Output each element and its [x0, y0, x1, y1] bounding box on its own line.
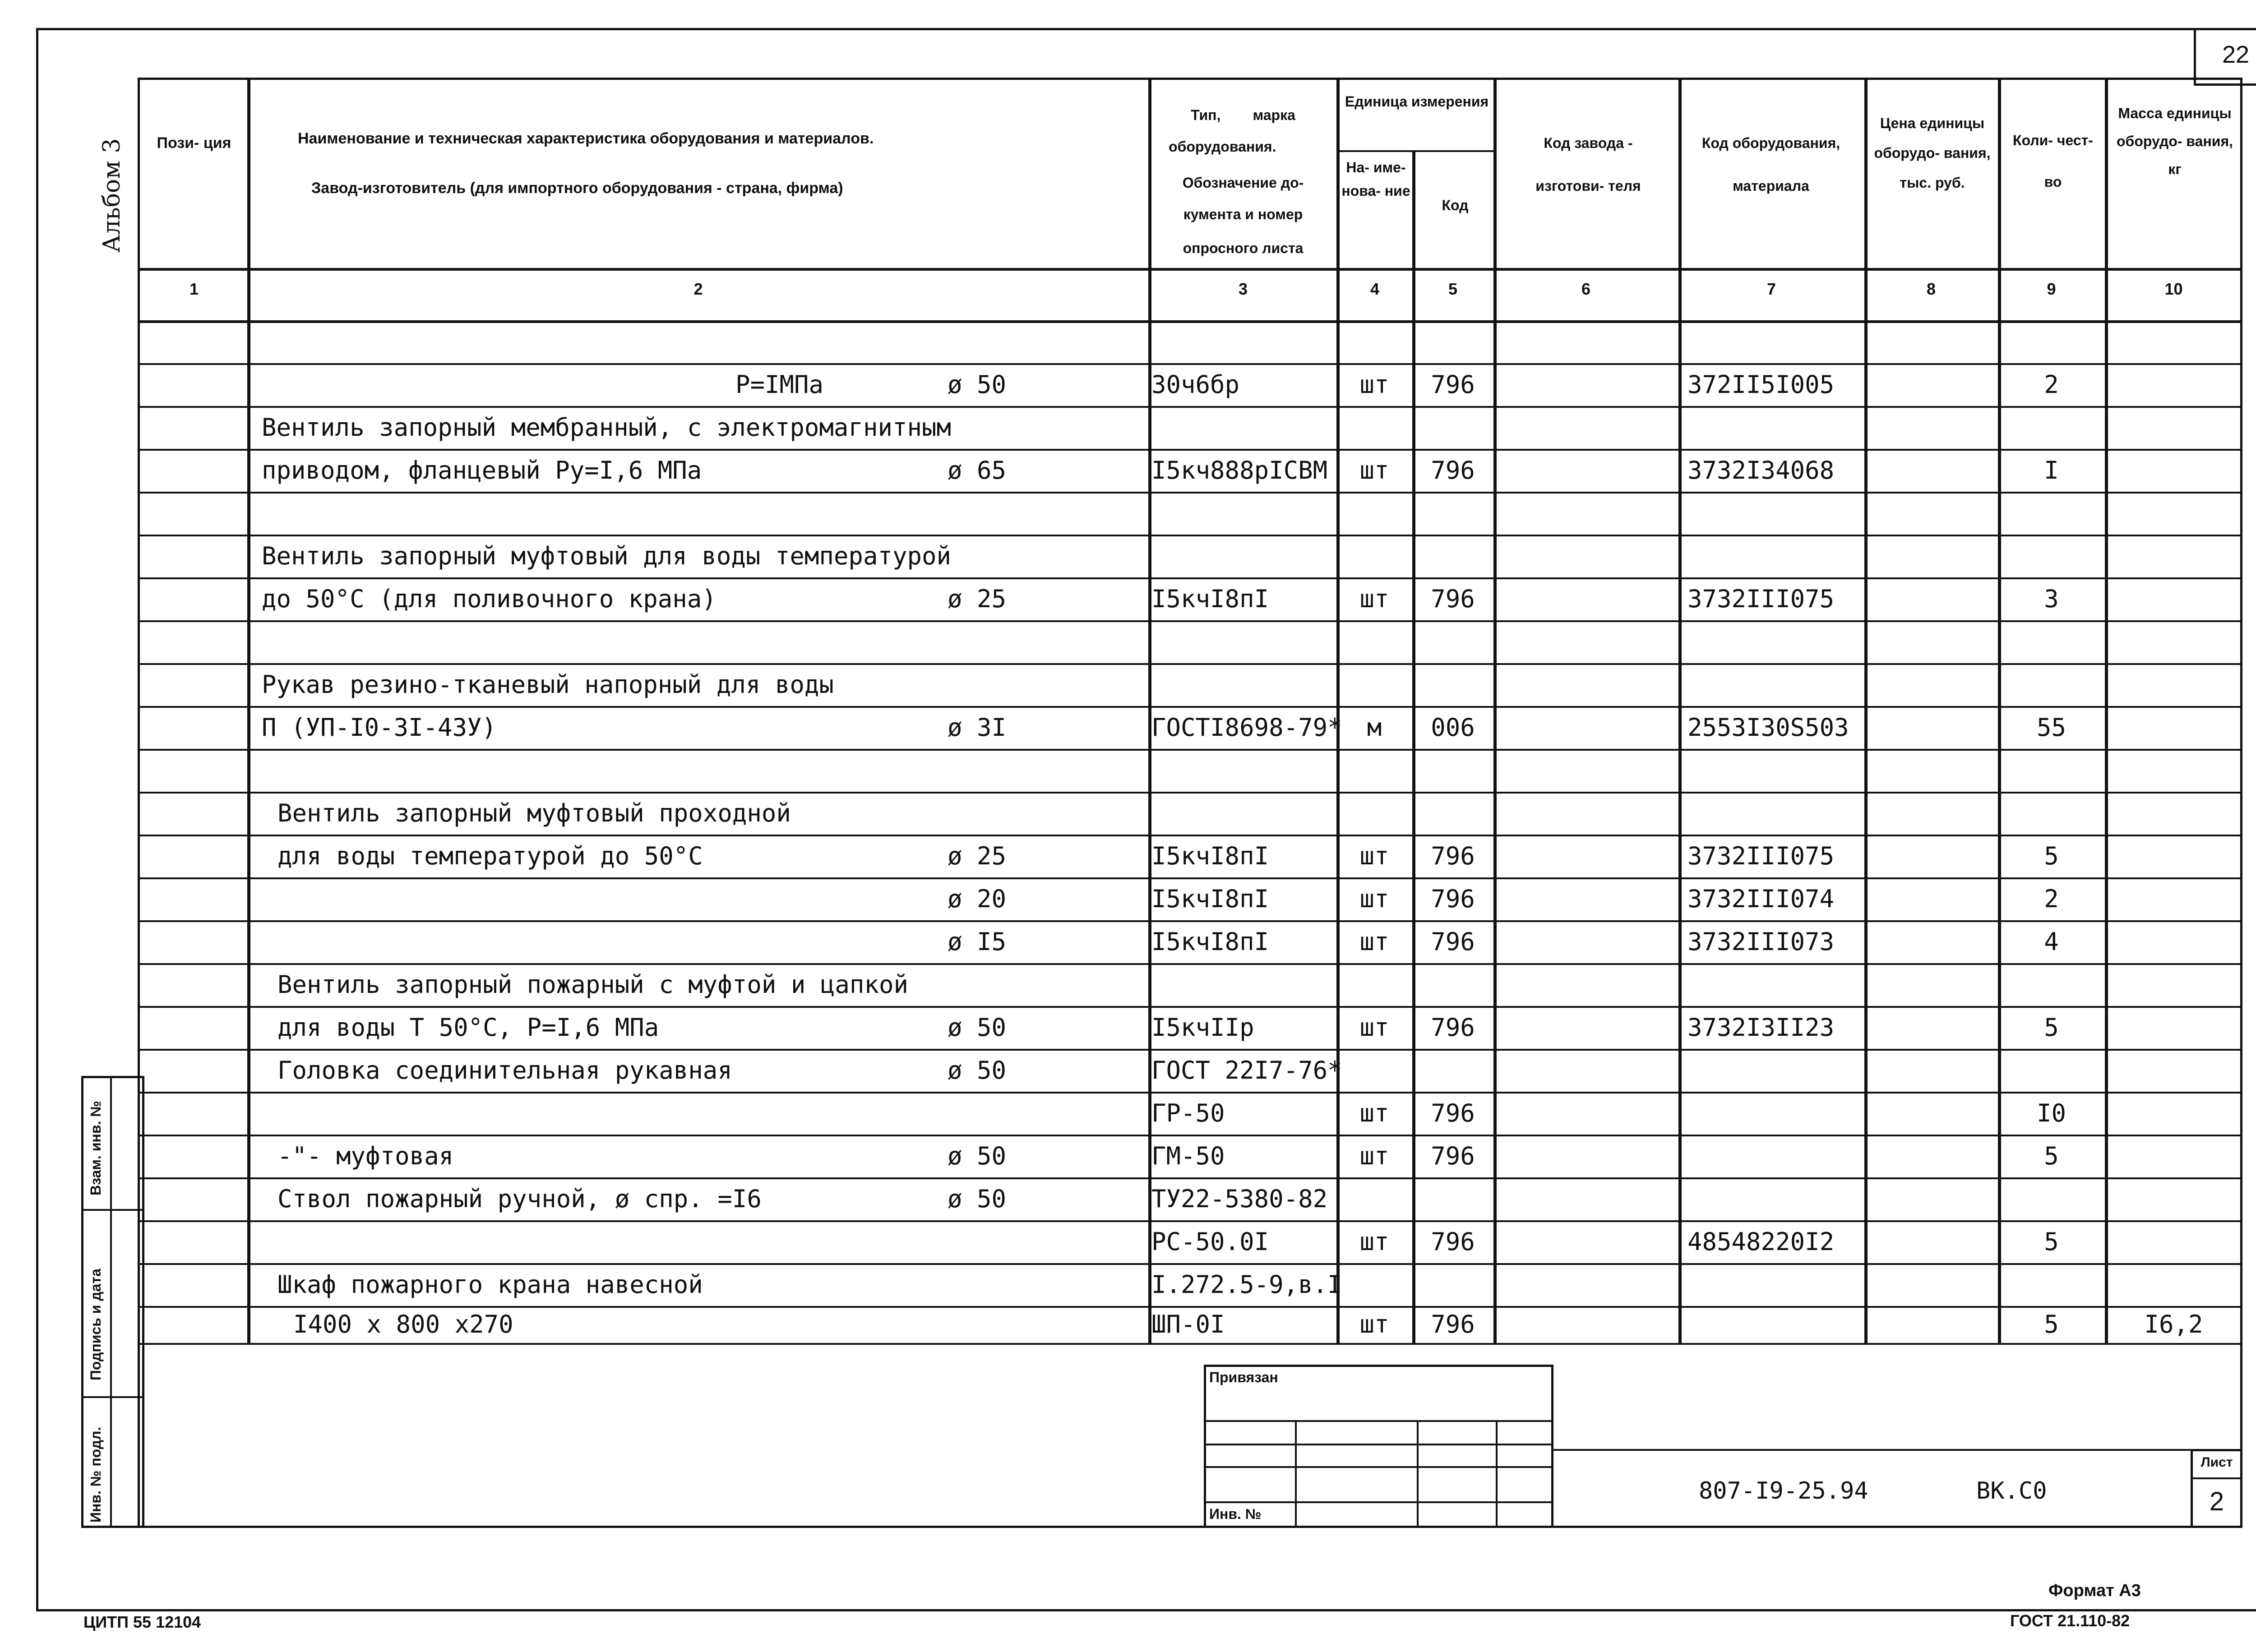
header-col8: Цена единицы оборудо- вания, тыс. руб. [1874, 115, 1991, 191]
header-col7: Код оборудования, материала [1701, 135, 1840, 194]
colnum-1: 1 [189, 280, 199, 298]
row-code: 796 [1431, 1098, 1475, 1127]
header-col2-line1: Наименование и техническая характеристика оборудования и материалов. [298, 130, 874, 147]
row-type: РС-50.0I [1151, 1227, 1269, 1256]
row-code: 796 [1431, 1310, 1475, 1338]
row-type: I5кчIIр [1151, 1013, 1254, 1042]
row-code: 796 [1431, 1141, 1475, 1170]
privyazan-box [1204, 1365, 1553, 1528]
row-quantity: 2 [2044, 884, 2059, 913]
side-stamp-podpis: Подпись и дата [88, 1269, 104, 1380]
gost-label: ГОСТ 21.110-82 [2010, 1611, 2130, 1630]
row-material-code: 3732III075 [1687, 841, 1835, 870]
row-type: I5кчI8пI [1151, 584, 1269, 613]
row-quantity: 5 [2044, 1013, 2059, 1042]
format-label: Формат А3 [2048, 1581, 2141, 1600]
row-type: I5кчI8пI [1151, 884, 1269, 913]
header-col1: Пози- ция [157, 134, 231, 152]
row-type: ГМ-50 [1151, 1141, 1225, 1170]
header-col3-l5: опросного листа [1183, 240, 1304, 256]
header-col3-l4: кумента и номер [1183, 206, 1303, 222]
row-unit: шт [1359, 584, 1389, 613]
row-dn: ø 50 [948, 1141, 1007, 1170]
row-material-code: 2553I30S503 [1687, 713, 1849, 742]
row-dn: ø 3I [948, 713, 1007, 742]
row-quantity: I [2044, 456, 2059, 485]
side-stamp-vzam: Взам. инв. № [88, 1101, 104, 1195]
row-dn: ø I5 [948, 927, 1007, 956]
row-code: 006 [1431, 713, 1475, 742]
row-code: 796 [1431, 1013, 1475, 1042]
header-col45-title: Единица измерения [1345, 93, 1489, 110]
row-type: I5кчI8пI [1151, 841, 1269, 870]
row-type: ГОСТ 22I7-76* [1151, 1056, 1342, 1084]
row-name: Р=IМПа [735, 370, 824, 399]
header-col4: На- име- нова- ние [1341, 159, 1410, 199]
header-col9: Коли- чест- во [2013, 132, 2093, 190]
footer-left-code: ЦИТП 55 12104 [83, 1613, 201, 1631]
row-name: I400 x 800 x270 [293, 1310, 513, 1338]
colnum-5: 5 [1448, 280, 1458, 298]
row-code: 796 [1431, 927, 1475, 956]
row-unit: шт [1359, 1013, 1389, 1042]
document-mark: ВК.С0 [1976, 1477, 2047, 1504]
inv-no-label: Инв. № [1209, 1506, 1262, 1522]
colnum-4: 4 [1370, 280, 1380, 298]
row-type: 30ч6бр [1151, 370, 1240, 399]
row-unit: шт [1359, 370, 1389, 399]
row-name: -"- муфтовая [277, 1141, 454, 1170]
row-name: Головка соединительная рукавная [277, 1056, 732, 1084]
row-material-code: 3732III075 [1687, 584, 1835, 613]
sheet-corner-number: 22 [2222, 41, 2250, 68]
row-quantity: 3 [2044, 584, 2059, 613]
row-name: Рукав резино-тканевый напорный для воды [262, 670, 834, 699]
row-name: Вентиль запорный муфтовый для воды температурой [262, 541, 952, 570]
header-col3-l3: Обозначение до- [1182, 175, 1304, 191]
row-code: 796 [1431, 370, 1475, 399]
row-name: П (УП-I0-3I-43У) [262, 713, 497, 742]
row-code: 796 [1431, 456, 1475, 485]
row-type: I5кч888рIСВМ [1151, 456, 1328, 485]
row-type: I.272.5-9,в.I [1151, 1270, 1342, 1299]
list-number: 2 [2209, 1487, 2224, 1516]
colnum-6: 6 [1581, 280, 1591, 298]
row-name: для воды Т 50°С, Р=I,6 МПа [277, 1013, 659, 1042]
row-material-code: 48548220I2 [1687, 1227, 1835, 1256]
row-dn: ø 65 [948, 456, 1007, 485]
row-unit: шт [1359, 841, 1389, 870]
row-dn: ø 25 [948, 584, 1007, 613]
row-name: Вентиль запорный пожарный с муфтой и цапкой [277, 970, 908, 999]
document-code: 807-I9-25.94 [1699, 1477, 1868, 1504]
header-col2-line2: Завод-изготовитель (для импортного оборудования - страна, фирма) [311, 180, 843, 197]
row-unit: шт [1359, 927, 1389, 956]
row-material-code: 372II5I005 [1687, 370, 1835, 399]
row-type: ГОСТI8698-79* [1151, 713, 1342, 742]
row-material-code: 3732III074 [1687, 884, 1835, 913]
row-dn: ø 50 [948, 370, 1007, 399]
list-label: Лист [2201, 1455, 2233, 1470]
row-quantity: 55 [2036, 713, 2066, 742]
header-col5: Код [1442, 197, 1469, 213]
row-name: Вентиль запорный мембранный, с электромагнитным [262, 413, 952, 442]
header-col6: Код завода - изготови- теля [1535, 135, 1641, 194]
row-code: 796 [1431, 1227, 1475, 1256]
row-quantity: 2 [2044, 370, 2059, 399]
side-stamp-inv: Инв. № подл. [88, 1426, 104, 1523]
row-quantity: 5 [2044, 841, 2059, 870]
row-type: ШП-0I [1151, 1310, 1225, 1338]
row-dn: ø 25 [948, 841, 1007, 870]
row-name: Шкаф пожарного крана навесной [277, 1270, 703, 1299]
colnum-3: 3 [1238, 280, 1248, 298]
row-type: ГР-50 [1151, 1098, 1225, 1127]
row-dn: ø 50 [948, 1184, 1007, 1213]
header-col3-l1: Тип, марка [1191, 107, 1295, 123]
row-name: Вентиль запорный муфтовый проходной [277, 798, 791, 827]
album-label: Альбом 3 [98, 138, 125, 253]
colnum-7: 7 [1766, 280, 1776, 298]
row-dn: ø 50 [948, 1013, 1007, 1042]
colnum-8: 8 [1926, 280, 1936, 298]
colnum-2: 2 [693, 280, 703, 298]
row-name: Ствол пожарный ручной, ø спр. =I6 [277, 1184, 762, 1213]
row-unit: шт [1359, 1310, 1389, 1338]
row-material-code: 3732I3II23 [1687, 1013, 1835, 1042]
header-col10: Масса единицы оборудо- вания, кг [2117, 105, 2233, 177]
row-material-code: 3732I34068 [1687, 456, 1835, 485]
row-material-code: 3732III073 [1687, 927, 1835, 956]
row-code: 796 [1431, 584, 1475, 613]
row-quantity: I0 [2036, 1098, 2066, 1127]
row-quantity: 5 [2044, 1310, 2059, 1338]
row-code: 796 [1431, 884, 1475, 913]
row-name: для воды температурой до 50°С [277, 841, 703, 870]
row-type: ТУ22-5380-82 [1151, 1184, 1328, 1213]
colnum-9: 9 [2047, 280, 2056, 298]
row-unit: шт [1359, 1141, 1389, 1170]
colnum-10: 10 [2164, 280, 2183, 298]
row-quantity: 5 [2044, 1227, 2059, 1256]
row-unit: м [1367, 713, 1382, 742]
row-type: I5кчI8пI [1151, 927, 1269, 956]
row-quantity: 4 [2044, 927, 2059, 956]
row-dn: ø 20 [948, 884, 1007, 913]
row-mass: I6,2 [2144, 1310, 2203, 1338]
header-col3-l2: оборудования. [1169, 138, 1276, 155]
privyazan-label: Привязан [1209, 1369, 1278, 1385]
row-unit: шт [1359, 456, 1389, 485]
row-name: приводом, фланцевый Ру=I,6 МПа [262, 456, 702, 485]
row-quantity: 5 [2044, 1141, 2059, 1170]
row-unit: шт [1359, 1098, 1389, 1127]
row-unit: шт [1359, 1227, 1389, 1256]
row-unit: шт [1359, 884, 1389, 913]
row-dn: ø 50 [948, 1056, 1007, 1084]
row-name: до 50°С (для поливочного крана) [262, 584, 717, 613]
row-code: 796 [1431, 841, 1475, 870]
